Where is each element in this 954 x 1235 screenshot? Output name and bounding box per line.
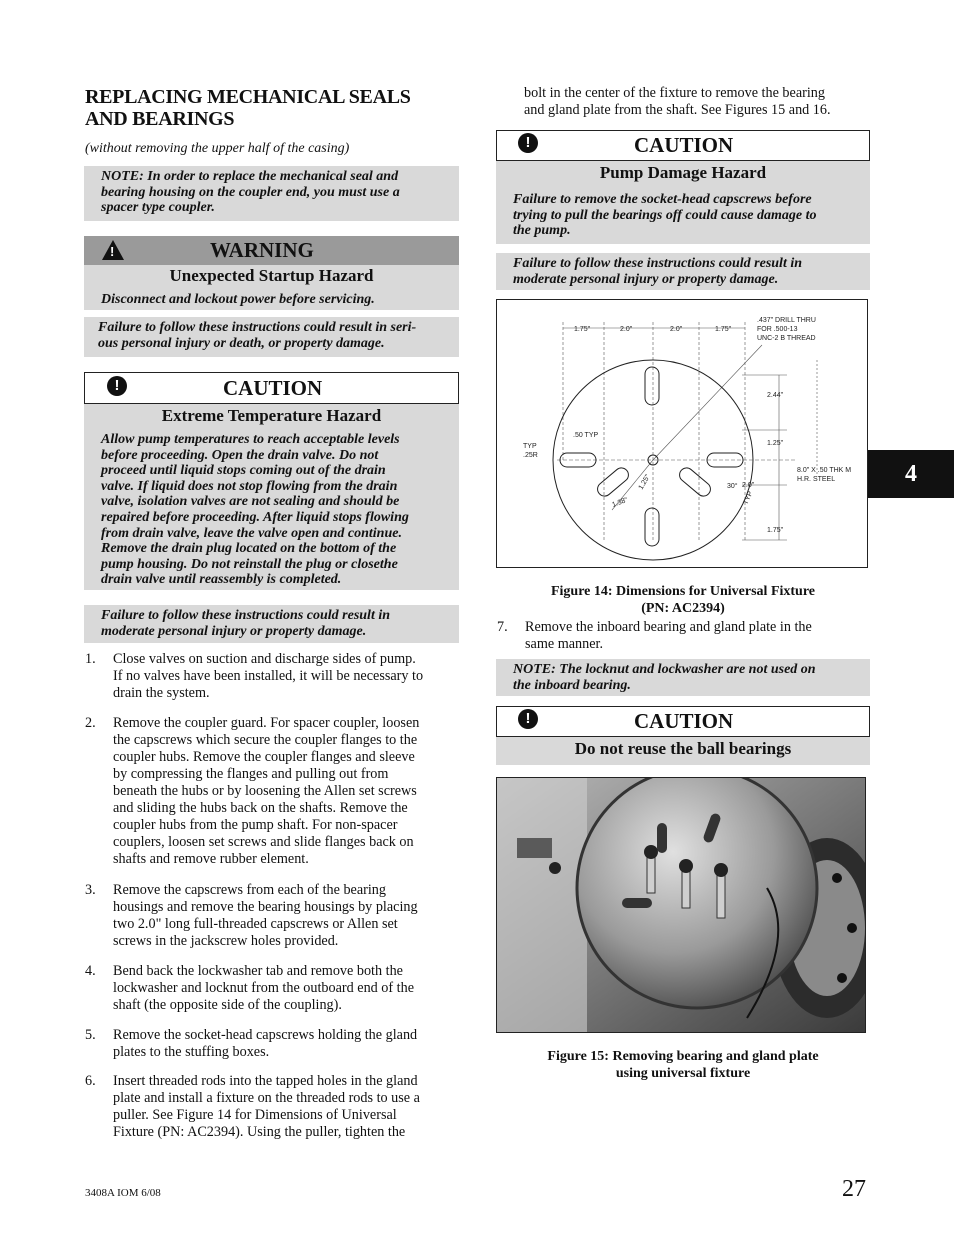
step-line: bolt in the center of the fixture to remove the bearing [524, 85, 825, 101]
step-line: shaft (the opposite side of the coupling). [113, 997, 342, 1013]
dim-label: 1.25" [637, 473, 652, 491]
chapter-tab: 4 [868, 450, 954, 498]
caution-title: CAUTION [634, 709, 734, 733]
caution-title: CAUTION [634, 133, 734, 157]
step-line: Fixture (PN: AC2394). Using the puller, tighten the [113, 1124, 406, 1140]
caution-bar-temperature [84, 372, 459, 404]
figure-15-photo [496, 777, 866, 1033]
caution-line: the pump. [513, 223, 571, 239]
caution-line: Remove the drain plug located on the bottom of the [101, 541, 397, 557]
failure-line: ous personal injury or death, or property damage. [98, 335, 385, 351]
caution-body [513, 192, 816, 239]
step-number: 5. [85, 1027, 96, 1043]
warning-failure-box [84, 317, 459, 357]
step-line: Insert threaded rods into the tapped holes in the gland [113, 1073, 418, 1089]
caution-line: Allow pump temperatures to reach acceptable levels [101, 432, 400, 447]
step-line: housings and remove the bearing housings by placing [113, 899, 418, 915]
step-7 [497, 619, 867, 655]
step-line: coupler hubs. Remove the coupler flanges and sleeve [113, 749, 415, 765]
caption-line: (PN: AC2394) [641, 601, 725, 616]
step-line: Remove the socket-head capscrews holding the gland [113, 1027, 418, 1043]
dim-label: H.R. STEEL [797, 476, 836, 483]
step-number: 3. [85, 882, 96, 898]
caution-bearings-body [496, 737, 870, 765]
caution-line: valve. If liquid does not stop flowing from the drain [101, 478, 398, 494]
dim-label: 2.44" [767, 392, 784, 399]
caption-line: Figure 14: Dimensions for Universal Fixture [550, 584, 816, 599]
caution-line: pump housing. Do not reinstall the plug or closethe [101, 556, 398, 572]
step-line: plates to the stuffing boxes. [113, 1044, 270, 1060]
step-number: 6. [85, 1073, 96, 1089]
step-line: Bend back the lockwasher tab and remove both the [113, 963, 403, 979]
exclamation-icon: ! [107, 376, 127, 396]
warning-body-box [84, 265, 459, 310]
caution-line: Failure to remove the socket-head capscrews before [513, 192, 812, 207]
dim-label: TYP [523, 443, 537, 450]
caution-line: before proceeding. Open the drain valve. Do not [101, 447, 379, 463]
caution-line: valve, isolation valves are not sealing and should be [101, 494, 400, 510]
caution-pump-failure-box [496, 253, 870, 290]
warning-title: WARNING [210, 238, 314, 262]
step-line: beneath the hubs or by loosening the Allen set screws [113, 783, 417, 799]
step-line: screws in the jackscrew holes provided. [113, 933, 339, 949]
step-line: puller. See Figure 14 for Dimensions of Universal [113, 1107, 397, 1123]
dim-label: 1.25" [767, 440, 784, 447]
step-number: 1. [85, 651, 96, 667]
caution-failure-box [84, 605, 459, 643]
section-heading [85, 86, 411, 130]
step-number: 7. [497, 619, 508, 635]
footer-doc-id: 3408A IOM 6/08 [85, 1187, 161, 1199]
note-line: NOTE: The locknut and lockwasher are not used on [513, 662, 816, 677]
dim-label: 2.0" [742, 482, 755, 489]
step-line: two 2.0" long full-threaded capscrews or Allen set [113, 916, 398, 932]
dim-label: 2.0" [620, 326, 633, 333]
warning-triangle-icon: ! [102, 240, 124, 260]
note-line: NOTE: In order to replace the mechanical seal and [101, 169, 399, 184]
note-line: spacer type coupler. [101, 200, 215, 216]
step-line: the capscrews which secure the coupler flanges to the [113, 732, 418, 748]
universal-fixture-diagram [497, 300, 867, 567]
caution-body-box [84, 404, 459, 590]
heading-line-1: REPLACING MECHANICAL SEALS [85, 86, 411, 108]
step-line: and sliding the hubs back on the shafts. Remove the [113, 800, 408, 816]
caution-title: CAUTION [223, 376, 323, 400]
step-line: lockwasher and locknut from the outboard end of the [113, 980, 414, 996]
dim-label: FOR .500-13 [757, 326, 798, 333]
caution-line: trying to pull the bearings off could cause damage to [513, 207, 817, 223]
failure-line: moderate personal injury or property damage. [101, 623, 367, 639]
dim-label: 1.75" [574, 326, 591, 333]
dim-label: 1.38" [611, 496, 629, 509]
caption-line: using universal fixture [615, 1066, 751, 1081]
dim-label: 2.0" [670, 326, 683, 333]
warning-bar [84, 236, 459, 265]
page-number: 27 [842, 1176, 866, 1202]
dim-label: .50 TYP [573, 432, 599, 439]
warning-hazard-title: Unexpected Startup Hazard [169, 266, 374, 285]
step-line: couplers, loosen set screws and slide flanges back on [113, 834, 414, 850]
caution-bar-bearings [496, 706, 870, 737]
note-inboard [496, 659, 870, 696]
step-line: drain the system. [113, 685, 210, 701]
step-line: Remove the coupler guard. For spacer coupler, loosen [113, 715, 420, 731]
step-number: 4. [85, 963, 96, 979]
heading-line-2: AND BEARINGS [85, 108, 235, 130]
step-number: 2. [85, 715, 96, 731]
step-6-continued [524, 85, 831, 119]
figure-15-caption [496, 1048, 870, 1082]
caution-line: proceed until liquid stops coming out of the drain [101, 463, 386, 479]
note-line: bearing housing on the coupler end, you must use a [101, 184, 400, 200]
dim-label: .437" DRILL THRU [757, 317, 816, 324]
section-subtitle: (without removing the upper half of the casing) [85, 141, 350, 156]
warning-body: Disconnect and lockout power before servicing. [101, 292, 375, 307]
step-line: Close valves on suction and discharge sides of pump. [113, 651, 416, 667]
dim-label: .25R [523, 452, 538, 459]
failure-line: Failure to follow these instructions could result in seri- [98, 320, 417, 335]
step-line: and gland plate from the shaft. See Figures 15 and 16. [524, 102, 831, 118]
caption-line: Figure 15: Removing bearing and gland plate [547, 1049, 819, 1064]
step-line: same manner. [525, 636, 604, 652]
dim-label: TYP [742, 490, 755, 506]
step-line: If no valves have been installed, it will be necessary to [113, 668, 424, 684]
step-line: by compressing the flanges and pulling out from [113, 766, 389, 782]
step-line: Remove the inboard bearing and gland plate in the [525, 619, 812, 635]
caution-hazard-title: Do not reuse the ball bearings [574, 739, 792, 758]
caution-pump-body-box [496, 161, 870, 244]
caution-line: repaired before proceeding. After liquid stops flowing [101, 509, 409, 525]
note-line: the inboard bearing. [513, 677, 631, 693]
caution-bar-pump-damage [496, 130, 870, 161]
photo-illustration [497, 778, 866, 1033]
caution-hazard-title: Extreme Temperature Hazard [161, 406, 382, 425]
failure-line: Failure to follow these instructions could result in [101, 608, 391, 623]
dim-label: 1.75" [767, 527, 784, 534]
dim-label: 1.75" [715, 326, 732, 333]
caution-hazard-title: Pump Damage Hazard [599, 163, 767, 182]
note-coupler [84, 166, 459, 221]
dim-label: 8.0" X .50 THK M [797, 467, 852, 474]
dim-label: 30° [727, 483, 738, 490]
exclamation-icon: ! [518, 133, 538, 153]
caution-line: from drain valve, leave the valve open and continue. [101, 525, 402, 541]
step-line: Remove the capscrews from each of the bearing [113, 882, 386, 898]
dim-label: UNC-2 B THREAD [757, 335, 816, 342]
step-line: coupler hubs from the pump shaft. For non-spacer [113, 817, 398, 833]
caution-line: drain valve until reassembly is completed. [101, 572, 342, 588]
step-line: plate and install a fixture on the threaded rods to use a [113, 1090, 420, 1106]
figure-14-drawing [496, 299, 868, 568]
figure-14-caption [496, 583, 870, 617]
failure-line: moderate personal injury or property damage. [513, 271, 779, 287]
failure-line: Failure to follow these instructions could result in [513, 256, 803, 271]
exclamation-icon: ! [518, 709, 538, 729]
step-line: shafts and remove rubber element. [113, 851, 309, 867]
caution-body [101, 432, 409, 588]
